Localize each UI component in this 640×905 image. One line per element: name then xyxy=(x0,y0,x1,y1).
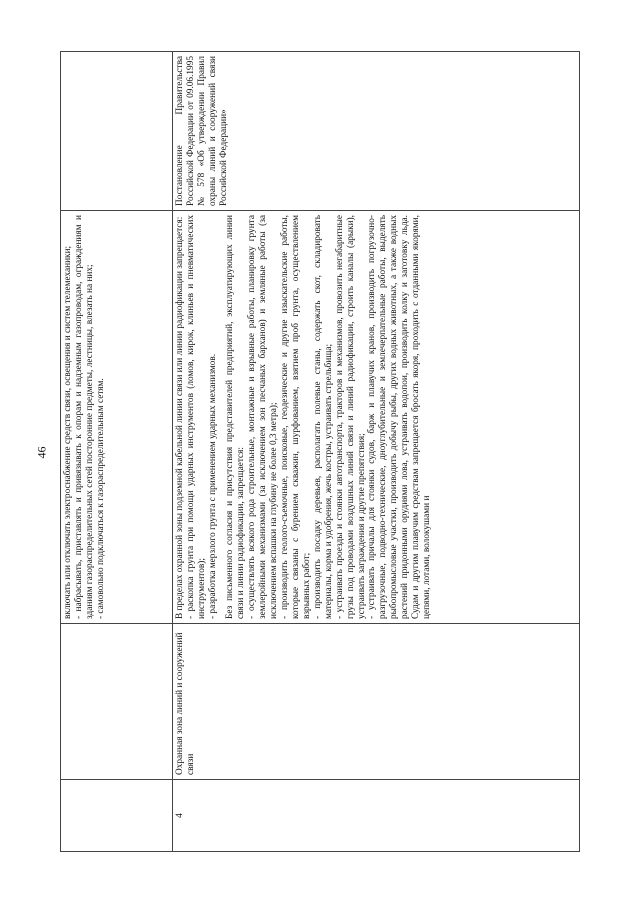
page-number: 46 xyxy=(34,446,49,459)
restriction-paragraph: - разработка мерзлого грунта с применением ударных механизмов. xyxy=(207,353,218,619)
table-row xyxy=(173,52,580,852)
restriction-paragraph: - самовольно подключаться к газораспределительным сетям. xyxy=(95,378,106,619)
row-number-cell: 4 xyxy=(173,780,580,852)
protection-zones-table xyxy=(60,51,580,852)
restriction-paragraph: - производить геолого-съемочные, поисковые, геодезические и другие изыскательские работы, которые связаны с бурением скважин, шурфованием, взятием проб грунта, осуществлением взрывных работ; xyxy=(279,215,312,619)
restriction-paragraph: - производить посадку деревьев, располагать полевые станы, содержать скот, складировать материалы, корма и удобрения, жечь костры, устраивать стрельбища; xyxy=(312,215,334,619)
zone-name-cell xyxy=(61,624,173,780)
restriction-paragraph: - раскопка грунта при помощи ударных инструментов (ломов, кирок, клиньев и пневматических инструментов); xyxy=(185,215,207,619)
restriction-paragraph: В пределах охранной зоны подземной кабельной линии связи или линии радиофикации запрещается: xyxy=(175,216,185,619)
legal-basis-cell xyxy=(61,52,173,211)
restriction-paragraph: включать или отключать электроснабжение средств связи, освещения и систем телемеханики; xyxy=(63,245,73,619)
restriction-paragraph: - устраивать причалы для стоянки судов, барж и плавучих кранов, производить погрузочно-разгрузочные, подводно-технические, дноуглубительные и землечерпательные работы, выделять рыбопромысловые участки, производить добычу рыбы, других водных животных, а также водных растений придонными орудиями лова, устраивать водопои, производить колку и заготовку льда. Судам и другим плавучим средствам запрещается бросать якоря, проходить с отданными якорями, цепями, лотами, волокушами и xyxy=(367,215,433,619)
restrictions-cell xyxy=(61,211,173,624)
rotated-table-wrapper xyxy=(60,52,580,852)
restriction-paragraph: - устраивать проезды и стоянки автотранспорта, тракторов и механизмов, провозить негабаритные грузы под проводами воздушных линий связи и линий радиофикации, строить каналы (арыки), устраивать заграждения и другие препятствия; xyxy=(334,215,367,619)
restriction-paragraph: - осуществлять всякого рода строительные, монтажные и взрывные работы, планировку грунта землеройными механизмами (за исключением зон песчаных барханов) и земляные работы (за исключением вспашки на глубину не более 0,3 метра); xyxy=(246,215,279,619)
row-number-cell xyxy=(61,780,173,852)
zone-name-cell: Охранная зона линий и сооружений связи xyxy=(173,624,580,780)
legal-basis-cell xyxy=(173,52,580,211)
table-row xyxy=(61,52,173,852)
restrictions-cell xyxy=(173,211,580,624)
restriction-paragraph: Без письменного согласия и присутствия представителей предприятий, эксплуатирующих линии связи и линии радиофикации, запрещается: xyxy=(224,215,246,619)
restriction-paragraph: - набрасывать, приставлять и привязывать к опорам и надземным газопроводам, ограждениям и зданиям газораспределительных сетей посторонние предметы, лестницы, влезать на них; xyxy=(73,215,95,619)
legal-basis-text: Постановление Правительства Российской Федерации от 09.06.1995 № 578 «Об утверждении Правил охраны линий и сооружений связи Российской Федерации» xyxy=(175,56,229,206)
